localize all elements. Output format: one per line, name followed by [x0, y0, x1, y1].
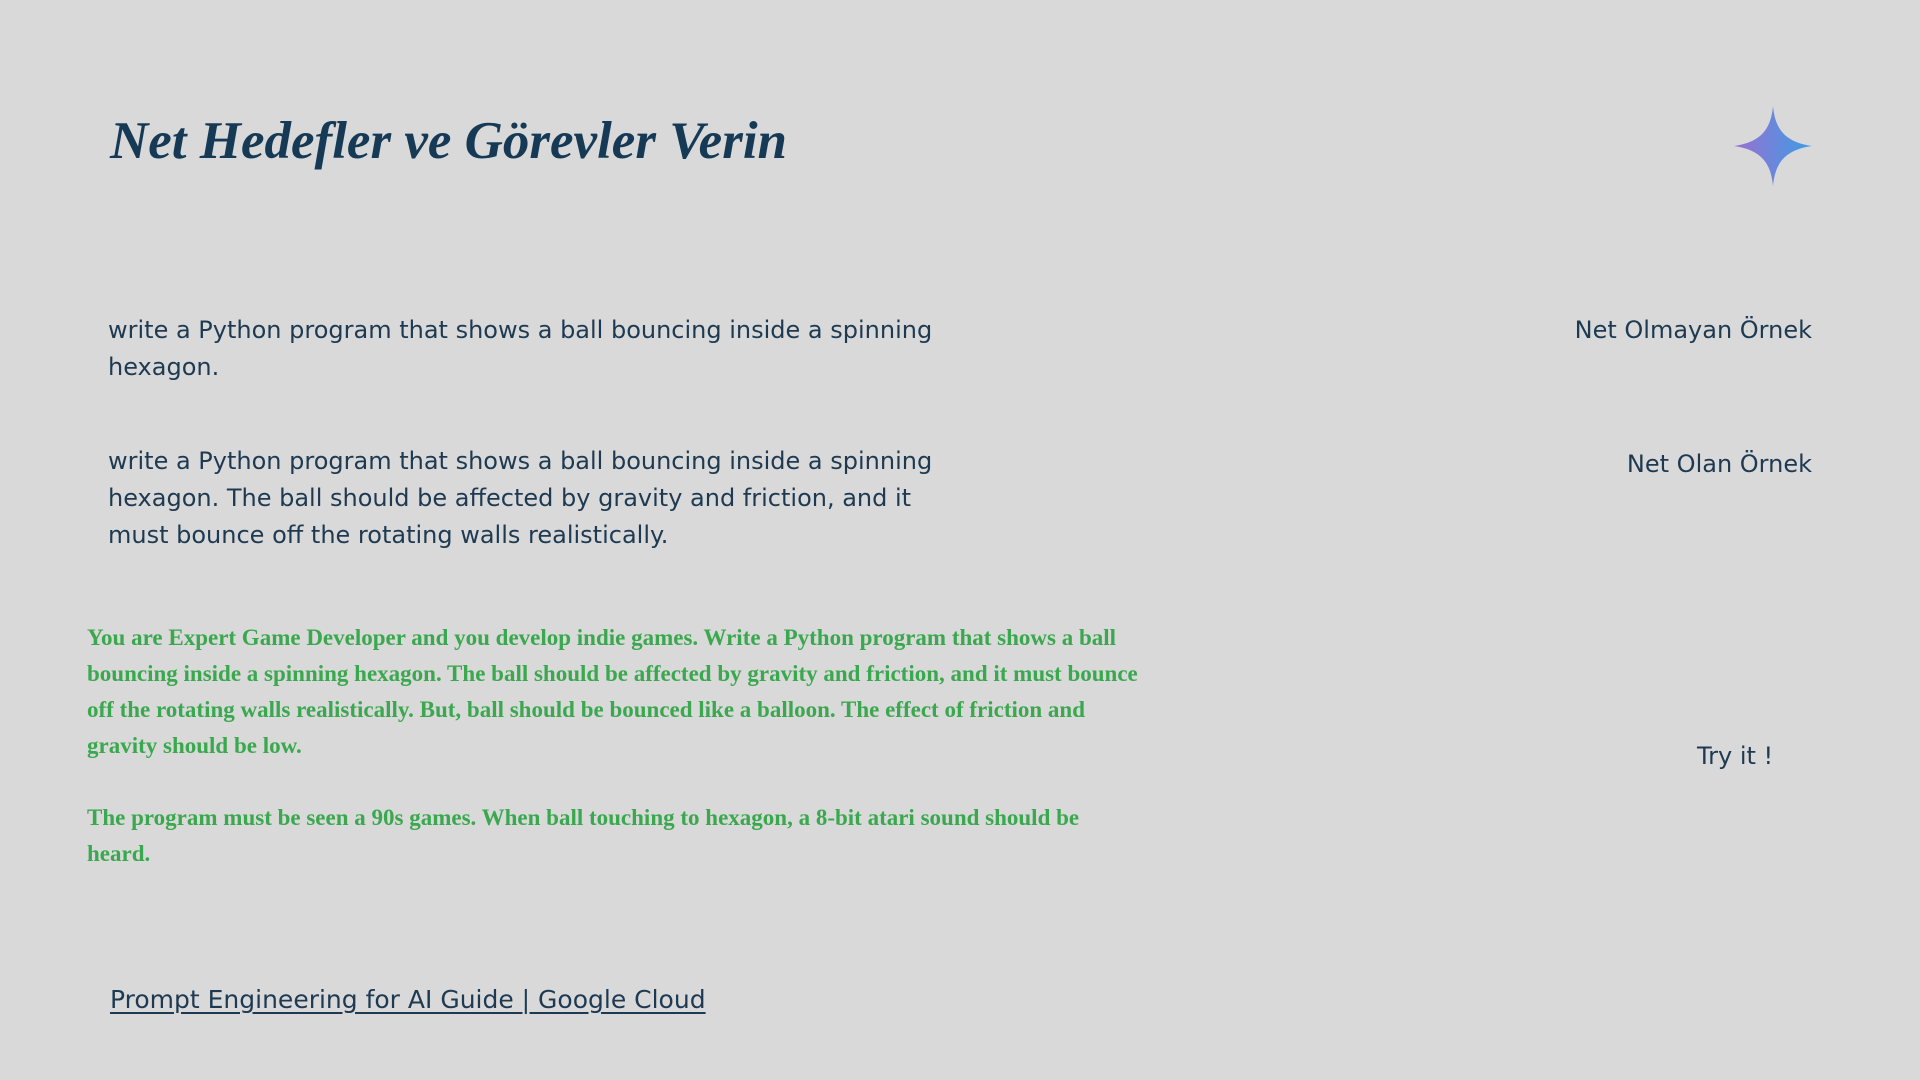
google-cloud-guide-link[interactable]: Prompt Engineering for AI Guide | Google Cloud — [110, 985, 706, 1014]
prompt-paragraph-1: You are Expert Game Developer and you develop indie games. Write a Python program that shows a ball bouncing inside a spinning hexagon. The ball should be affected by gravity and friction, and it must bounce off the rotating walls realistically. But, ball should be bounced like a balloon. The effect of friction and gravity should be low. — [87, 625, 1138, 758]
clear-example-label: Net Olan Örnek — [1626, 450, 1812, 478]
clear-example-text: write a Python program that shows a ball bouncing inside a spinning hexagon. The ball should be affected by gravity and friction, and it must bounce off the rotating walls realistically. — [108, 447, 933, 549]
expert-prompt-block — [87, 620, 1147, 872]
try-it-label: Try it ! — [1697, 742, 1774, 770]
slide-title: Net Hedefler ve Görevler Verin — [110, 112, 788, 170]
unclear-example-label: Net Olmayan Örnek — [1574, 316, 1812, 344]
sparkle-icon — [1734, 106, 1812, 186]
unclear-example-text: write a Python program that shows a ball bouncing inside a spinning hexagon. — [108, 316, 933, 381]
prompt-paragraph-2: The program must be seen a 90s games. When ball touching to hexagon, a 8-bit atari sound should be heard. — [87, 805, 1080, 866]
